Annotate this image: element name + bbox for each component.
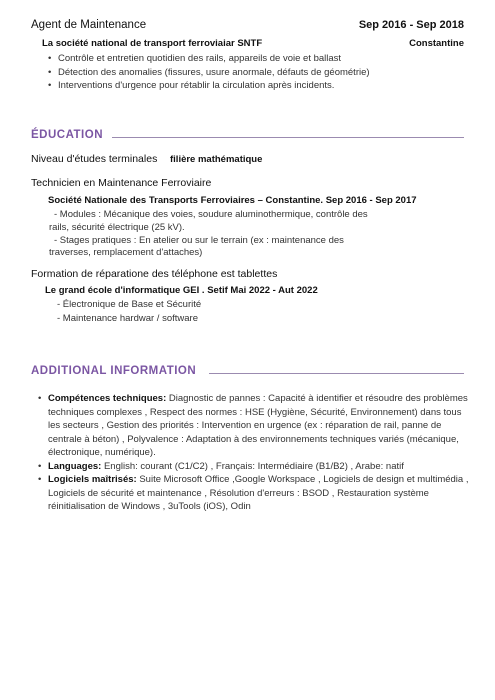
detail-line: - Stages pratiques : En atelier ou sur le terrain (ex : maintenance des: [54, 234, 344, 246]
item-text: English: courant (C1/C2) , Français: Intermédiaire (B1/B2) , Arabe: natif: [101, 460, 404, 472]
list-item: [36, 473, 470, 514]
additional-list: [36, 392, 470, 514]
formation-title: Formation de réparatione des téléphone est tablettes: [31, 268, 278, 280]
item-text: Diagnostic de pannes : Capacité à identifier et résoudre des problèmes techniques complexes , Respect des normes : HSE (Hygiène, Sécurité, Environnement) dans tous les secteurs , Gestion des priorités : Intervention en urgence (ex : réparation de rail, panne de centrale à béton) , Polyvalence : Adaptation à des environnements techniques variés (mécanique, électronique, numérique).: [48, 393, 468, 458]
detail-line: - Électronique de Base et Sécurité: [57, 299, 202, 310]
list-item: • Interventions d'urgence pour rétablir la circulation après incidents.: [46, 79, 466, 93]
list-item: [36, 392, 470, 460]
job-city: Constantine: [409, 38, 464, 49]
education-level-label: Niveau d'études terminales: [31, 153, 158, 165]
item-text: Suite Microsoft Office ,Google Workspace , Logiciels de design et multimédia , Logiciels de sécurité et maintenance , Résolution d'erreurs : BSOD , Restauration système réinitialisation de Windows , 3uTools (iOS), Odin: [48, 474, 469, 512]
item-label: Languages:: [48, 460, 102, 472]
education-heading: ÉDUCATION: [31, 129, 104, 141]
tech-degree-details: [49, 209, 384, 260]
list-item: • Contrôle et entretien quotidien des rails, appareils de voie et ballast: [46, 52, 466, 66]
education-divider: [112, 137, 464, 138]
list-item: • Détection des anomalies (fissures, usure anormale, défauts de géométrie): [46, 66, 466, 80]
additional-divider: [209, 373, 464, 374]
additional-heading: ADDITIONAL INFORMATION: [31, 365, 197, 377]
formation-details: [57, 298, 201, 326]
item-label: Logiciels maîtrisés:: [48, 474, 137, 485]
item-label: Compétences techniques:: [48, 393, 167, 404]
formation-school: Le grand école d'informatique GEI . Setif Mai 2022 - Aut 2022: [45, 285, 318, 296]
job-dates: Sep 2016 - Sep 2018: [358, 19, 464, 31]
detail-line: rails, sécurité électrique (25 kV).: [49, 221, 185, 233]
job-company: La société national de transport ferroviaiar SNTF: [42, 38, 263, 49]
list-item: [36, 460, 470, 474]
detail-line: - Maintenance hardwar / software: [57, 313, 198, 324]
job-bullet-list: [46, 52, 466, 93]
detail-line: - Modules : Mécanique des voies, soudure aluminothermique, contrôle des: [54, 209, 368, 220]
tech-degree-school: Société Nationale des Transports Ferroviaires – Constantine. Sep 2016 - Sep 2017: [48, 195, 417, 206]
tech-degree-title: Technicien en Maintenance Ferroviaire: [31, 177, 212, 189]
detail-line: traverses, remplacement d'attaches): [49, 247, 203, 259]
job-title: Agent de Maintenance: [31, 19, 147, 31]
education-level-value: filière mathématique: [170, 154, 263, 165]
